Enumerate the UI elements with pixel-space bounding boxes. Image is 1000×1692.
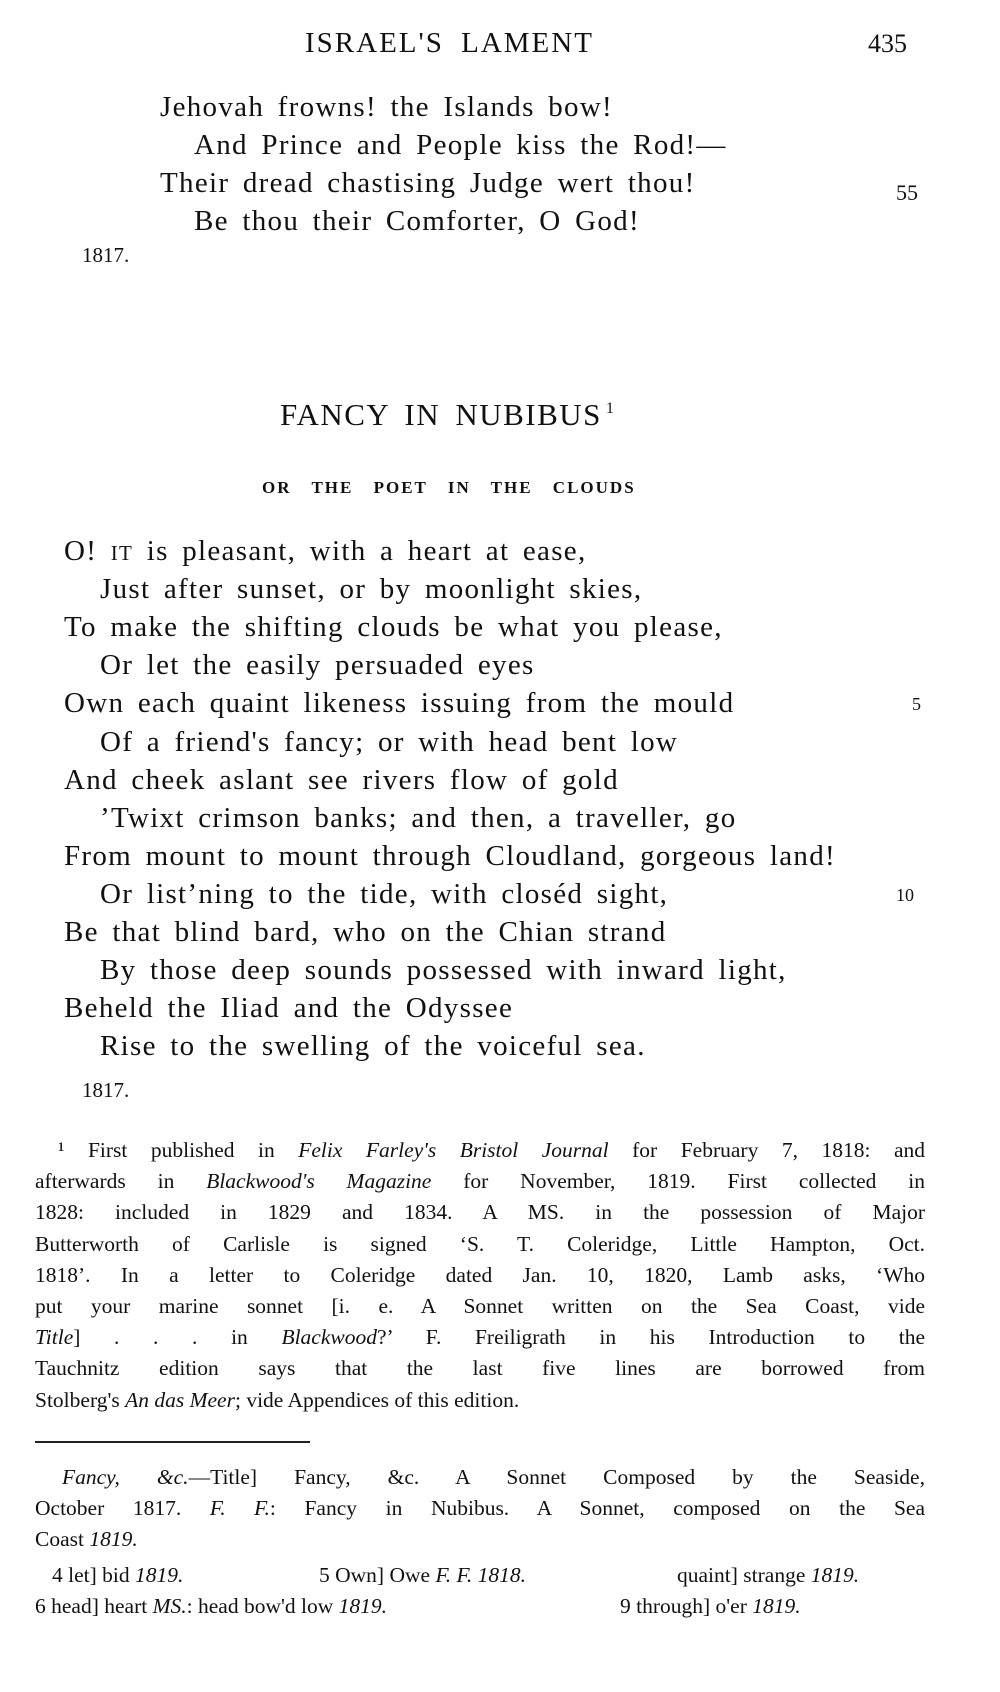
text-run: 5 Own] Owe bbox=[319, 1563, 436, 1587]
verse-rest: is pleasant, with a heart at ease, bbox=[133, 535, 587, 567]
verse-line: Beheld the Iliad and the Odyssee bbox=[64, 992, 514, 1025]
text-run: ¹ First published in bbox=[58, 1138, 299, 1162]
verse-line: Rise to the swelling of the voiceful sea. bbox=[100, 1030, 646, 1063]
text-run: ] . . . in bbox=[73, 1325, 282, 1350]
italic-text: F. F. 1818. bbox=[435, 1563, 527, 1587]
text-run: ; vide Appendices of this edition. bbox=[234, 1387, 520, 1412]
text-run: : head bow'd low bbox=[186, 1594, 339, 1618]
italic-text: Title bbox=[35, 1325, 74, 1350]
poem-date: 1817. bbox=[82, 1078, 130, 1102]
verse-line: Be thou their Comforter, O God! bbox=[194, 205, 640, 237]
poem-date: 1817. bbox=[82, 243, 130, 267]
variant-line bbox=[62, 1467, 925, 1489]
footnote-line bbox=[35, 1231, 925, 1256]
italic-text: 1819. bbox=[89, 1527, 138, 1551]
italic-text: An das Meer bbox=[125, 1387, 235, 1412]
page-number: 435 bbox=[868, 29, 907, 58]
italic-text: 1819. bbox=[752, 1594, 801, 1618]
verse-line: Or list’ning to the tide, with closéd sight, bbox=[100, 877, 669, 910]
verse-line: Just after sunset, or by moonlight skies, bbox=[100, 573, 643, 606]
italic-text: F. F. bbox=[209, 1496, 270, 1520]
verse-line: By those deep sounds possessed with inward light, bbox=[100, 954, 787, 987]
footnote-line bbox=[35, 1327, 925, 1349]
verse-line: Their dread chastising Judge wert thou! bbox=[160, 167, 696, 199]
line-number: 5 bbox=[912, 694, 921, 715]
verse-line: Be that blind bard, who on the Chian strand bbox=[64, 916, 667, 948]
text-run: 1818’. In a letter to Coleridge dated Jan. 10, 1820, Lamb asks, ‘Who bbox=[35, 1262, 925, 1287]
footnote-line bbox=[35, 1202, 925, 1224]
verse-start: O! bbox=[64, 535, 111, 567]
variant-entry bbox=[319, 1563, 526, 1588]
italic-text: MS. bbox=[152, 1594, 187, 1618]
text-run: Butterworth of Carlisle is signed ‘S. T. Coleridge, Little Hampton, Oct. bbox=[35, 1231, 925, 1256]
running-title: ISRAEL'S LAMENT bbox=[305, 27, 594, 59]
variant-entry bbox=[52, 1563, 183, 1588]
variant-line bbox=[35, 1498, 925, 1520]
text-run: Stolberg's bbox=[35, 1387, 126, 1412]
verse-line: From mount to mount through Cloudland, gorgeous land! bbox=[64, 839, 836, 872]
verse-line: Of a friend's fancy; or with head bent low bbox=[100, 725, 679, 758]
footnote-line bbox=[35, 1171, 925, 1193]
footnote-line bbox=[35, 1296, 925, 1318]
text-run: 6 head] heart bbox=[35, 1594, 153, 1618]
line-number: 55 bbox=[896, 180, 918, 205]
text-run: 9 through] o'er bbox=[620, 1594, 753, 1618]
footnote-line bbox=[35, 1262, 925, 1287]
verse-line: To make the shifting clouds be what you please, bbox=[64, 611, 723, 644]
verse-line: And Prince and People kiss the Rod!— bbox=[194, 129, 727, 161]
text-run: for February 7, 1818: and bbox=[608, 1138, 926, 1162]
text-run: afterwards in bbox=[35, 1169, 207, 1194]
italic-text: 1819. bbox=[338, 1594, 387, 1618]
footnote-line bbox=[35, 1358, 925, 1380]
italic-text: 1819. bbox=[135, 1563, 184, 1587]
text-run: ?’ F. Freiligrath in his Introduction to the bbox=[376, 1325, 925, 1350]
verse-smallcaps: IT bbox=[110, 541, 134, 565]
variant-line bbox=[35, 1529, 925, 1551]
italic-text: 1819. bbox=[810, 1563, 860, 1587]
text-run: —Title] Fancy, &c. A Sonnet Composed by the Seaside, bbox=[188, 1465, 925, 1489]
verse-line: Or let the easily persuaded eyes bbox=[100, 649, 535, 682]
footnote-line bbox=[58, 1140, 925, 1162]
text-run: Tauchnitz edition says that the last five lines are borrowed from bbox=[35, 1356, 925, 1381]
text-run: for November, 1819. First collected in bbox=[431, 1169, 926, 1194]
variant-entry bbox=[677, 1563, 859, 1588]
line-number: 10 bbox=[896, 884, 914, 905]
variant-entry bbox=[35, 1594, 387, 1619]
verse-line: And cheek aslant see rivers flow of gold bbox=[64, 763, 619, 796]
text-run: Coast bbox=[35, 1527, 90, 1551]
text-run: quaint] strange bbox=[677, 1563, 811, 1587]
footnote-line bbox=[35, 1387, 925, 1412]
italic-text: Blackwood's Magazine bbox=[206, 1169, 432, 1194]
poem-title bbox=[280, 397, 615, 433]
verse-line: Jehovah frowns! the Islands bow! bbox=[160, 91, 614, 123]
italic-text: Felix Farley's Bristol Journal bbox=[298, 1138, 609, 1162]
footnote-rule bbox=[35, 1441, 310, 1443]
verse-line bbox=[64, 535, 587, 568]
text-run: put your marine sonnet [i. e. A Sonnet written on the Sea Coast, vide bbox=[35, 1294, 925, 1318]
italic-text: Fancy, &c. bbox=[62, 1465, 189, 1489]
text-run: : Fancy in Nubibus. A Sonnet, composed on the Sea bbox=[269, 1496, 926, 1520]
text-run: 4 let] bid bbox=[52, 1563, 135, 1587]
text-run: 1828: included in 1829 and 1834. A MS. in the possession of Major bbox=[35, 1200, 925, 1225]
poem-subtitle: OR THE POET IN THE CLOUDS bbox=[262, 478, 636, 497]
verse-line: Own each quaint likeness issuing from the mould bbox=[64, 687, 735, 720]
verse-line: ’Twixt crimson banks; and then, a traveller, go bbox=[100, 801, 737, 834]
variant-entry bbox=[620, 1594, 801, 1619]
footnote-marker: 1 bbox=[605, 400, 616, 417]
italic-text: Blackwood bbox=[281, 1325, 377, 1350]
text-run: October 1817. bbox=[35, 1496, 210, 1520]
poem-title-text: FANCY IN NUBIBUS bbox=[280, 397, 602, 432]
